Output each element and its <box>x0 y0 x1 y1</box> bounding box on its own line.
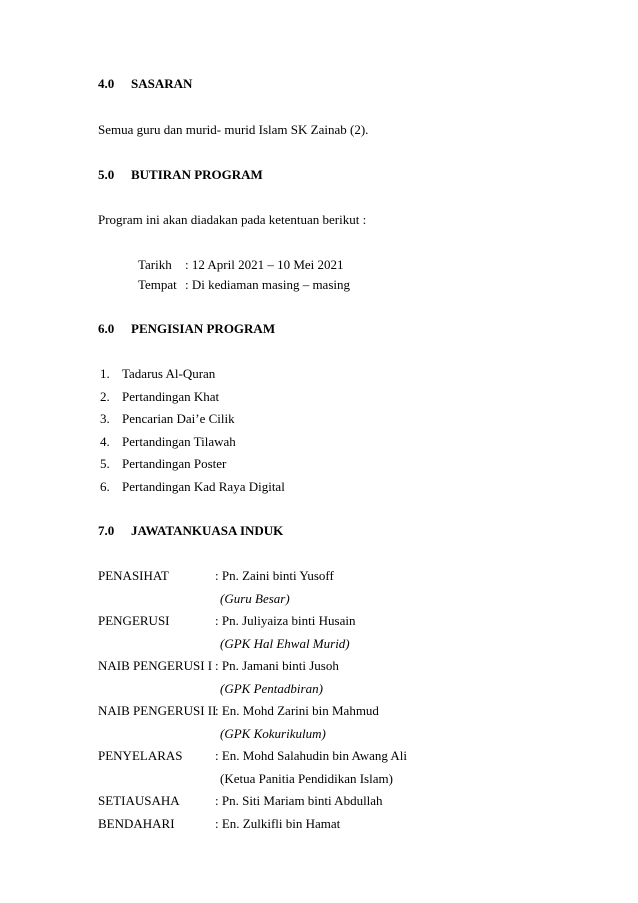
section-4-heading <box>98 76 192 92</box>
committee-row <box>98 793 383 809</box>
list-item <box>100 411 235 427</box>
committee-note: (Guru Besar) <box>220 591 290 606</box>
committee-note: (GPK Hal Ehwal Murid) <box>220 636 350 651</box>
list-item-text: Pertandingan Kad Raya Digital <box>122 479 285 494</box>
committee-role: SETIAUSAHA <box>98 793 180 808</box>
committee-row <box>98 568 334 584</box>
committee-row <box>98 816 340 832</box>
committee-row <box>98 658 339 674</box>
detail-row-date <box>138 257 344 273</box>
committee-name: : Pn. Juliyaiza binti Husain <box>215 613 356 628</box>
list-item-text: Pertandingan Tilawah <box>122 434 236 449</box>
section-7-title: JAWATANKUASA INDUK <box>131 523 284 538</box>
detail-label: Tempat <box>138 277 177 292</box>
committee-role: PENASIHAT <box>98 568 169 583</box>
committee-note: (Ketua Panitia Pendidikan Islam) <box>220 771 393 786</box>
list-item-text: Tadarus Al-Quran <box>122 366 216 381</box>
section-7-number: 7.0 <box>98 523 115 538</box>
committee-row <box>98 748 407 764</box>
section-6-number: 6.0 <box>98 321 115 336</box>
committee-role: NAIB PENGERUSI I <box>98 658 213 673</box>
section-5-heading <box>98 167 263 183</box>
list-item-number: 4. <box>100 434 110 449</box>
detail-label: Tarikh <box>138 257 172 272</box>
committee-role: BENDAHARI <box>98 816 175 831</box>
committee-name: : En. Mohd Salahudin bin Awang Ali <box>215 748 407 763</box>
committee-role: NAIB PENGERUSI II <box>98 703 217 718</box>
section-4-number: 4.0 <box>98 76 115 91</box>
section-6-title: PENGISIAN PROGRAM <box>131 321 276 336</box>
committee-name: : Pn. Siti Mariam binti Abdullah <box>215 793 383 808</box>
list-item-text: Pertandingan Poster <box>122 456 227 471</box>
detail-value: : Di kediaman masing – masing <box>185 277 351 292</box>
committee-role: PENYELARAS <box>98 748 183 763</box>
committee-name: : En. Zulkifli bin Hamat <box>215 816 341 831</box>
detail-row-place <box>138 277 350 293</box>
list-item-number: 1. <box>100 366 110 381</box>
section-5-number: 5.0 <box>98 167 115 182</box>
section-4-title: SASARAN <box>131 76 193 91</box>
list-item-text: Pertandingan Khat <box>122 389 220 404</box>
list-item-text: Pencarian Dai’e Cilik <box>122 411 235 426</box>
list-item-number: 3. <box>100 411 110 426</box>
list-item <box>100 479 285 495</box>
committee-name: : En. Mohd Zarini bin Mahmud <box>215 703 379 718</box>
committee-row <box>98 613 355 629</box>
section-5-title: BUTIRAN PROGRAM <box>131 167 263 182</box>
section-7-heading <box>98 523 283 539</box>
list-item <box>100 434 236 450</box>
committee-note: (GPK Kokurikulum) <box>220 726 326 741</box>
committee-row <box>98 703 379 719</box>
list-item-number: 6. <box>100 479 110 494</box>
section-6-heading <box>98 321 275 337</box>
list-item <box>100 389 219 405</box>
committee-name: : Pn. Zaini binti Yusoff <box>215 568 334 583</box>
section-5-intro: Program ini akan diadakan pada ketentuan berikut : <box>98 212 367 227</box>
detail-value: : 12 April 2021 – 10 Mei 2021 <box>185 257 344 272</box>
list-item-number: 5. <box>100 456 110 471</box>
list-item <box>100 366 215 382</box>
list-item <box>100 456 226 472</box>
committee-role: PENGERUSI <box>98 613 170 628</box>
committee-name: : Pn. Jamani binti Jusoh <box>215 658 339 673</box>
committee-note: (GPK Pentadbiran) <box>220 681 323 696</box>
section-4-text: Semua guru dan murid- murid Islam SK Zainab (2). <box>98 122 369 137</box>
list-item-number: 2. <box>100 389 110 404</box>
